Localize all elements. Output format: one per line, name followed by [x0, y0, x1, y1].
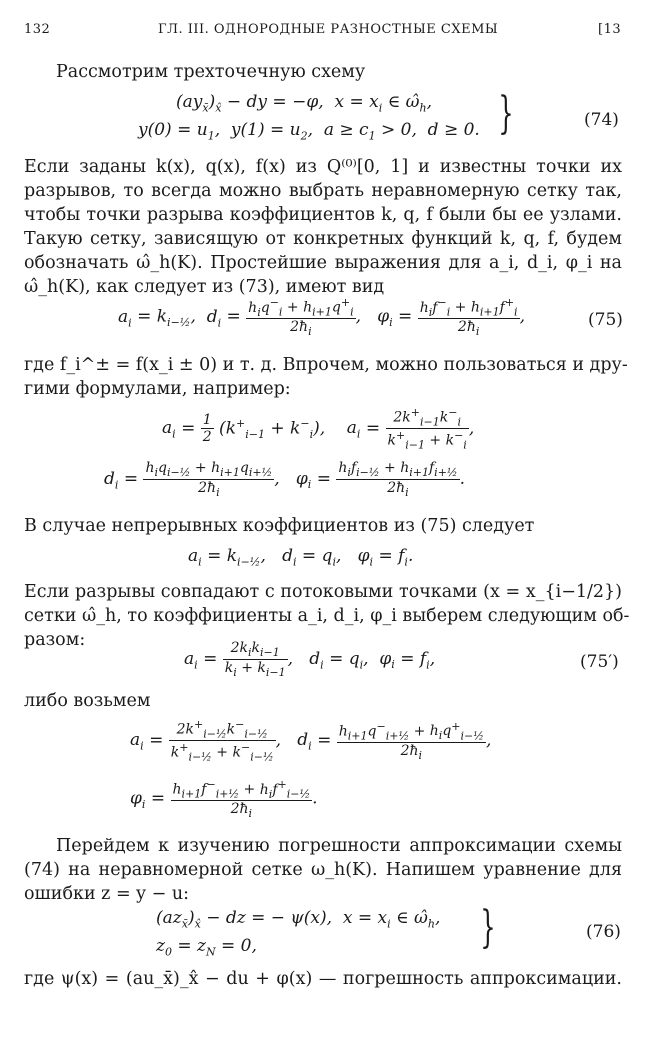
para4-line2: сетки ω̂_h, то коэффициенты a_i, d_i, φ_i выберем следующим об- [24, 606, 630, 626]
para2-line1: где f_i^± = f(x_i ± 0) и т. д. Впрочем, можно пользоваться и дру- [24, 355, 628, 375]
para6-line2: (74) на неравномерной сетке ω_h(K). Напишем уравнение для [24, 860, 622, 880]
equation-alt-d: $d_i$ = $\frac{h_iq_{i-\frac{1}{2}} + h_{i+1}q_{i+\frac{1}{2}}}{2ħ_i}$ , $\varphi_i$ = $\frac{h_if_{i-\frac{1}{2}} + h_{i+1}f_{i+\frac{1}{2}}}{2ħ_i}$ . [104, 460, 465, 499]
chapter-title: ГЛ. III. ОДНОРОДНЫЕ РАЗНОСТНЫЕ СХЕМЫ [158, 22, 499, 37]
para5-text: либо возьмем [24, 691, 151, 711]
equation-74-line1: $(ay_{x̄})_{x̂}$ − dy = −φ, $x = x_i$ ∈ $\omegâ_h$, [176, 92, 432, 115]
para6-line1: Перейдем к изучению погрешности аппроксимации схемы [56, 836, 622, 856]
equation-74-number: (74) [584, 110, 619, 130]
equation-76-line1: $(az_{x̄})_{x̂}$ − dz = − ψ(x), $x = x_i$ ∈ $\omegâ_h$, [156, 908, 441, 931]
equation-75: $a_i = k_{i-\frac{1}{2}}$, $d_i$ = $\frac{h_iq^-_i + h_{i+1}q^+_i}{2ħ_i}$ , $\varphi_i$ = $\frac{h_if^-_i + h_{i+1}f^+_i}{2ħ_i}$ , [118, 296, 525, 339]
equation-alt2-a: $a_i$ = $\frac{2k^+_{i-\frac{1}{2}}k^-_{i-\frac{1}{2}}}{k^+_{i-\frac{1}{2}} + k^-_{i-\frac{1}{2}}}$ , $d_i$ = $\frac{h_{i+1}q^-_{i+\frac{1}{2}} + h_iq^+_{i-\frac{1}{2}}}{2ħ_i}$ , [130, 718, 492, 764]
brace-74: } [498, 88, 514, 139]
equation-75-number: (75) [588, 310, 623, 330]
para2-line2: гими формулами, например: [24, 379, 291, 399]
para6-line3: ошибки z = y − u: [24, 884, 190, 904]
para1-line5: обозначать ω̂_h(K). Простейшие выражения для a_i, d_i, φ_i на [24, 253, 622, 273]
para4-line3: разом: [24, 630, 86, 650]
para1-line1: Если заданы k(x), q(x), f(x) из Q⁽⁰⁾[0, 1] и известны точки их [24, 157, 622, 177]
equation-continuous: $a_i = k_{i-\frac{1}{2}}$, $d_i = q_i$, $\varphi_i = f_i$. [188, 546, 414, 569]
equation-75-prime-number: (75′) [580, 652, 619, 672]
equation-75-prime: $a_i$ = $\frac{2k_ik_{i-1}}{k_i + k_{i-1}}$ , $d_i = q_i$, $\varphi_i = f_i$, [184, 640, 436, 679]
para1-line3: чтобы точки разрыва коэффициентов k, q, f были бы ее узлами. [24, 205, 622, 225]
equation-74-line2: $y(0) = u_1$, $y(1) = u_2$, $a \ge c_1 > 0$, d ≥ 0. [138, 120, 480, 143]
page-number: 132 [24, 22, 51, 37]
equation-alt-a: $a_i$ = $\frac{1}{2}$ $(k^+_{i-1} + k^-_i)$, $a_i$ = $\frac{2k^+_{i-1}k^-_i}{k^+_{i-1} + k^-_i}$ , [162, 406, 475, 452]
para1-line4: Такую сетку, зависящую от конкретных функций k, q, f, будем [24, 229, 622, 249]
para1-line2: разрывов, то всегда можно выбрать неравномерную сетку так, [24, 181, 622, 201]
para3-text: В случае непрерывных коэффициентов из (75) следует [24, 516, 535, 536]
equation-alt2-phi: $\varphi_i$ = $\frac{h_{i+1}f^-_{i+\frac{1}{2}} + h_if^+_{i-\frac{1}{2}}}{2ħ_i}$ . [130, 778, 318, 821]
section-mark: [13 [598, 22, 622, 37]
intro-text: Рассмотрим трехточечную схему [56, 62, 366, 82]
equation-76-number: (76) [586, 922, 621, 942]
brace-76: } [480, 902, 496, 953]
para1-line6: ω̂_h(K), как следует из (73), имеют вид [24, 277, 385, 297]
para4-line1: Если разрывы совпадают с потоковыми точками (x = x_{i−1/2}) [24, 582, 622, 602]
last-line: где ψ(x) = (au_x̄)_x̂ − du + φ(x) — погрешность аппроксимации. [24, 969, 622, 989]
equation-76-line2: $z_0 = z_N = 0$, [156, 936, 257, 959]
